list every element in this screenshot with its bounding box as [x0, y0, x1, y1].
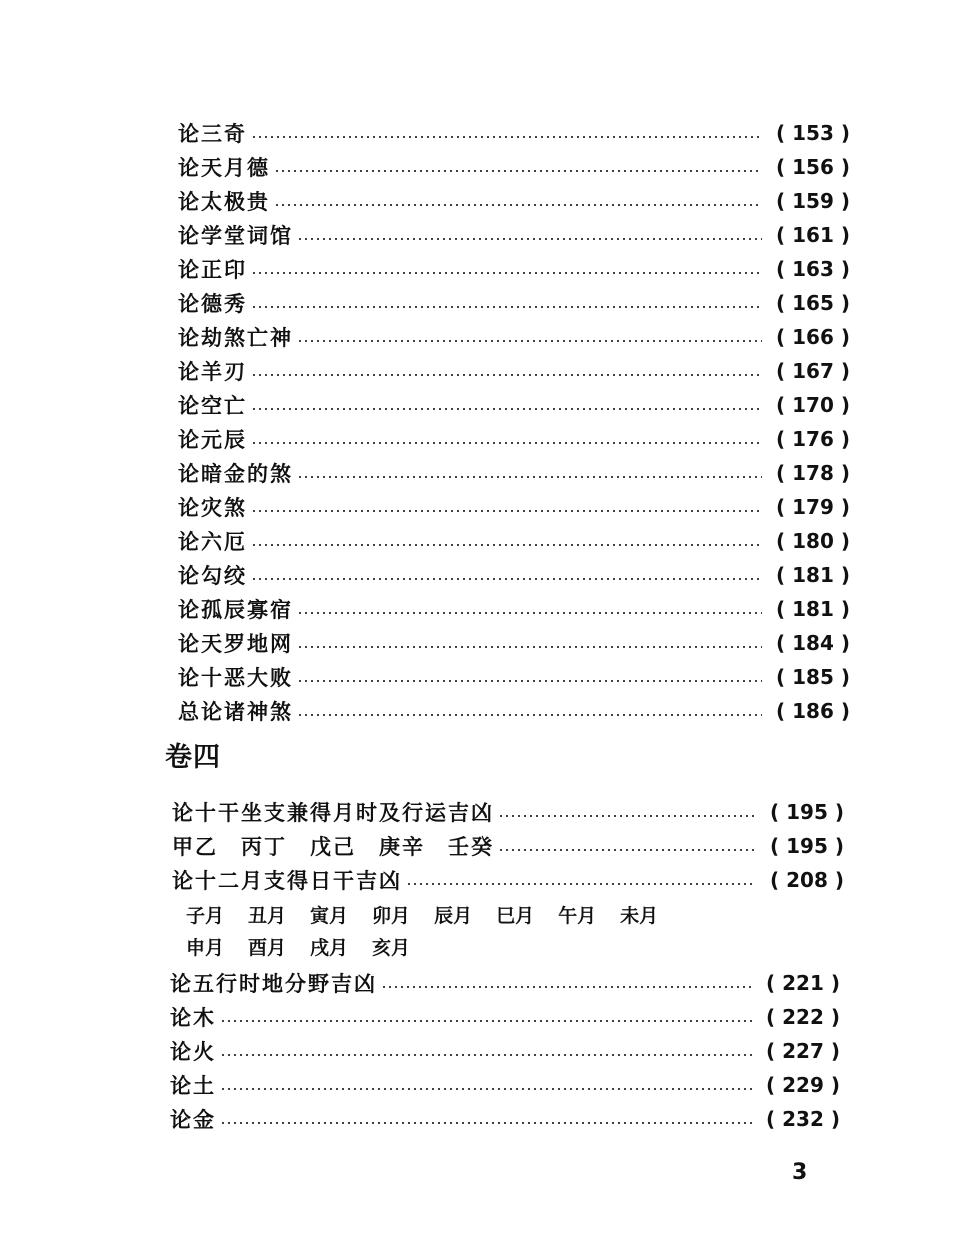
month-branch-label: 子月 — [186, 904, 225, 927]
toc-entry-title: 论太极贵 — [178, 189, 270, 214]
toc-entry[interactable] — [178, 118, 850, 148]
toc-entry-page: ( 181 ) — [776, 597, 850, 621]
toc-entry-page: ( 180 ) — [776, 529, 850, 553]
toc-entry-title: 论木 — [170, 1005, 216, 1030]
month-branch-label: 辰月 — [434, 904, 473, 927]
toc-entry-page: ( 195 ) — [770, 834, 844, 858]
toc-entry-title: 论勾绞 — [178, 563, 247, 588]
toc-entry-page: ( 159 ) — [776, 189, 850, 213]
dot-leader — [381, 986, 752, 988]
toc-entry-page: ( 195 ) — [770, 800, 844, 824]
toc-entry-page: ( 221 ) — [766, 971, 840, 995]
dot-leader — [498, 815, 756, 817]
dot-leader — [498, 849, 756, 851]
toc-entry-title: 论金 — [170, 1107, 216, 1132]
dot-leader — [251, 544, 762, 546]
dot-leader — [297, 646, 762, 648]
dot-leader — [251, 374, 762, 376]
toc-entry[interactable] — [178, 356, 850, 386]
toc-entry[interactable] — [172, 865, 844, 895]
toc-entry-title: 论元辰 — [178, 427, 247, 452]
toc-entry-title: 论正印 — [178, 257, 247, 282]
toc-entry-title: 论十二月支得日干吉凶 — [172, 868, 402, 893]
toc-entry-page: ( 222 ) — [766, 1005, 840, 1029]
dot-leader — [251, 442, 762, 444]
dot-leader — [297, 238, 762, 240]
toc-entry[interactable] — [178, 288, 850, 318]
toc-entry-page: ( 166 ) — [776, 325, 850, 349]
toc-entry-page: ( 165 ) — [776, 291, 850, 315]
dot-leader — [220, 1020, 752, 1022]
toc-entry-title: 论暗金的煞 — [178, 461, 293, 486]
dot-leader — [297, 340, 762, 342]
toc-entry-title: 论天罗地网 — [178, 631, 293, 656]
toc-entry-page: ( 156 ) — [776, 155, 850, 179]
month-branch-label: 寅月 — [310, 904, 349, 927]
month-branch-label: 亥月 — [372, 936, 411, 959]
toc-entry-page: ( 227 ) — [766, 1039, 840, 1063]
toc-entry[interactable] — [178, 662, 850, 692]
toc-entry-title: 论火 — [170, 1039, 216, 1064]
toc-entry-title: 论孤辰寡宿 — [178, 597, 293, 622]
toc-entry[interactable] — [178, 220, 850, 250]
toc-entry-page: ( 153 ) — [776, 121, 850, 145]
toc-entry[interactable] — [178, 628, 850, 658]
toc-entry-title: 论空亡 — [178, 393, 247, 418]
dot-leader — [220, 1088, 752, 1090]
dot-leader — [251, 408, 762, 410]
dot-leader — [251, 136, 762, 138]
month-branch-label: 丑月 — [248, 904, 287, 927]
toc-entry-page: ( 232 ) — [766, 1107, 840, 1131]
toc-entry[interactable] — [170, 1002, 840, 1032]
toc-entry[interactable] — [172, 797, 844, 827]
section-heading: 卷四 — [165, 742, 221, 773]
page-number: 3 — [792, 1160, 808, 1185]
dot-leader — [220, 1122, 752, 1124]
toc-entry[interactable] — [170, 1104, 840, 1134]
toc-entry[interactable] — [178, 458, 850, 488]
toc-entry-page: ( 178 ) — [776, 461, 850, 485]
toc-entry-title: 论十恶大败 — [178, 665, 293, 690]
toc-entry[interactable] — [178, 322, 850, 352]
toc-entry[interactable] — [170, 968, 840, 998]
toc-entry-page: ( 170 ) — [776, 393, 850, 417]
dot-leader — [297, 612, 762, 614]
toc-entry[interactable] — [178, 526, 850, 556]
toc-entry-page: ( 208 ) — [770, 868, 844, 892]
month-branch-label: 巳月 — [496, 904, 535, 927]
toc-entry[interactable] — [178, 390, 850, 420]
toc-entry-title: 论三奇 — [178, 121, 247, 146]
month-branch-label: 戌月 — [310, 936, 349, 959]
toc-entry-page: ( 184 ) — [776, 631, 850, 655]
dot-leader — [251, 578, 762, 580]
toc-entry-title: 论十干坐支兼得月时及行运吉凶 — [172, 800, 494, 825]
toc-entry-page: ( 179 ) — [776, 495, 850, 519]
month-branch-label: 卯月 — [372, 904, 411, 927]
months-row2 — [186, 932, 434, 960]
toc-entry[interactable] — [170, 1036, 840, 1066]
toc-entry-title: 总论诸神煞 — [178, 699, 293, 724]
toc-entry-title: 论土 — [170, 1073, 216, 1098]
toc-entry-title: 论天月德 — [178, 155, 270, 180]
toc-entry[interactable] — [178, 186, 850, 216]
month-branch-label: 午月 — [558, 904, 597, 927]
toc-entry-title: 论劫煞亡神 — [178, 325, 293, 350]
toc-entry-page: ( 163 ) — [776, 257, 850, 281]
toc-entry-page: ( 161 ) — [776, 223, 850, 247]
toc-entry[interactable] — [178, 696, 850, 726]
toc-entry-page: ( 167 ) — [776, 359, 850, 383]
dot-leader — [297, 714, 762, 716]
dot-leader — [220, 1054, 752, 1056]
toc-entry[interactable] — [172, 831, 844, 861]
toc-entry[interactable] — [178, 492, 850, 522]
month-branch-label: 未月 — [620, 904, 659, 927]
dot-leader — [274, 170, 762, 172]
dot-leader — [297, 476, 762, 478]
toc-entry-title: 论德秀 — [178, 291, 247, 316]
toc-entry-title: 论羊刃 — [178, 359, 247, 384]
toc-entry[interactable] — [178, 424, 850, 454]
toc-entry-page: ( 181 ) — [776, 563, 850, 587]
dot-leader — [251, 272, 762, 274]
toc-entry-page: ( 229 ) — [766, 1073, 840, 1097]
toc-entry[interactable] — [178, 594, 850, 624]
dot-leader — [251, 510, 762, 512]
toc-entry-title: 论五行时地分野吉凶 — [170, 971, 377, 996]
toc-entry[interactable] — [170, 1070, 840, 1100]
toc-entry-page: ( 176 ) — [776, 427, 850, 451]
toc-entry-page: ( 185 ) — [776, 665, 850, 689]
dot-leader — [274, 204, 762, 206]
toc-entry-title: 论学堂词馆 — [178, 223, 293, 248]
toc-entry-page: ( 186 ) — [776, 699, 850, 723]
dot-leader — [406, 883, 756, 885]
toc-entry-title: 甲乙 丙丁 戊己 庚辛 壬癸 — [172, 834, 494, 859]
months-row1 — [186, 900, 682, 928]
dot-leader — [251, 306, 762, 308]
toc-entry-title: 论六厄 — [178, 529, 247, 554]
toc-entry-title: 论灾煞 — [178, 495, 247, 520]
month-branch-label: 酉月 — [248, 936, 287, 959]
toc-entry[interactable] — [178, 254, 850, 284]
toc-entry[interactable] — [178, 560, 850, 590]
month-branch-label: 申月 — [186, 936, 225, 959]
dot-leader — [297, 680, 762, 682]
toc-entry[interactable] — [178, 152, 850, 182]
